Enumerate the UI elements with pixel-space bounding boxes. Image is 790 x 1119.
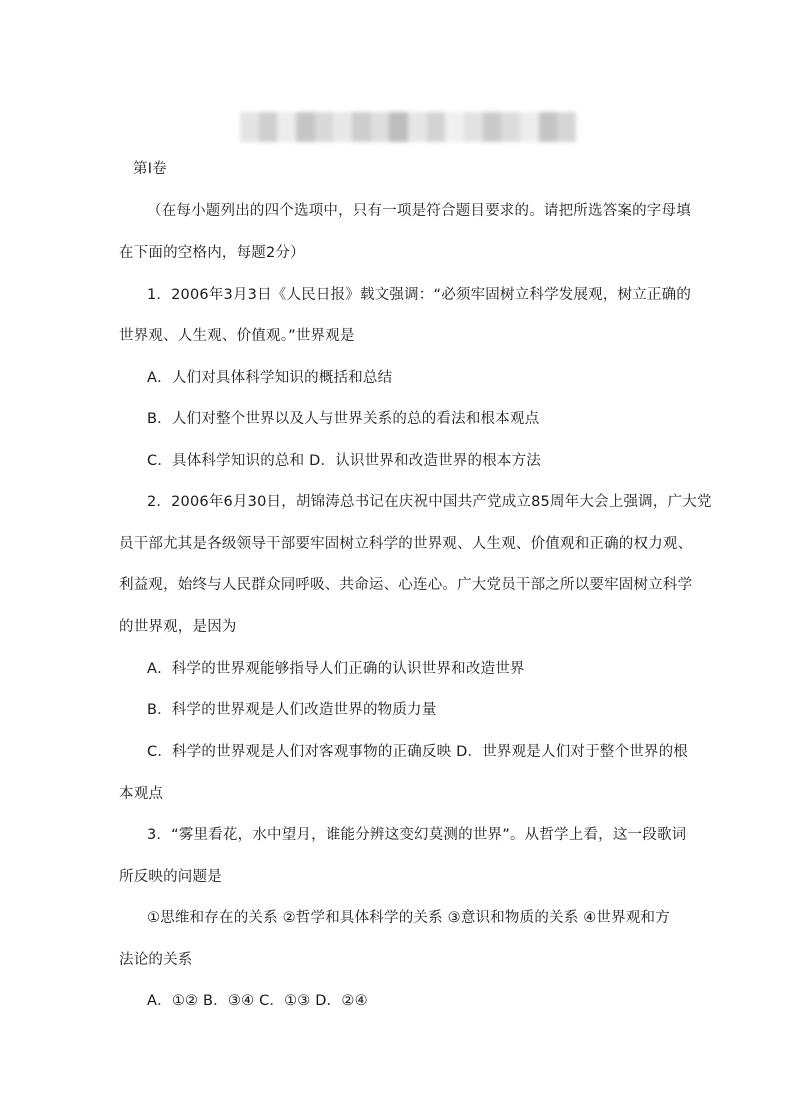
- q3-options: A．①② B．③④ C．①③ D．②④: [147, 993, 368, 1009]
- q1-stem-line-1: 1．2006年3月3日《人民日报》载文强调：“必须牢固树立科学发展观，树立正确的: [147, 287, 692, 303]
- q2-stem-line-2: 员干部尤其是各级领导干部要牢固树立科学的世界观、人生观、价值观和正确的权力观、: [119, 536, 693, 552]
- q3-statements-line-2: 法论的关系: [119, 952, 193, 968]
- instructions-line-2: 在下面的空格内，每题2分）: [119, 245, 305, 261]
- q2-option-b: B．科学的世界观是人们改造世界的物质力量: [147, 702, 437, 718]
- q1-option-a: A．人们对具体科学知识的概括和总结: [147, 370, 393, 386]
- q3-stem-line-1: 3．“雾里看花，水中望月，谁能分辨这变幻莫测的世界”。从哲学上看，这一段歌词: [147, 827, 687, 843]
- q2-stem-line-4: 的世界观，是因为: [119, 619, 237, 635]
- q2-option-a: A．科学的世界观能够指导人们正确的认识世界和改造世界: [147, 661, 525, 677]
- redacted-title: [240, 112, 576, 142]
- q2-option-cd: C．科学的世界观是人们对客观事物的正确反映 D．世界观是人们对于整个世界的根: [147, 744, 688, 760]
- q2-stem-line-1: 2．2006年6月30日，胡锦涛总书记在庆祝中国共产党成立85周年大会上强调，广大党: [147, 494, 712, 510]
- q3-statements-line-1: ①思维和存在的关系 ②哲学和具体科学的关系 ③意识和物质的关系 ④世界观和方: [147, 910, 670, 926]
- instructions-line-1: （在每小题列出的四个选项中，只有一项是符合题目要求的。请把所选答案的字母填: [147, 203, 691, 219]
- q1-option-cd: C．具体科学知识的总和 D．认识世界和改造世界的根本方法: [147, 453, 541, 469]
- section-heading: 第Ⅰ卷: [133, 161, 167, 177]
- q1-option-b: B．人们对整个世界以及人与世界关系的总的看法和根本观点: [147, 411, 540, 427]
- q3-stem-line-2: 所反映的问题是: [119, 869, 222, 885]
- q1-stem-line-2: 世界观、人生观、价值观。”世界观是: [119, 328, 355, 344]
- q2-option-cd-cont: 本观点: [119, 786, 164, 802]
- q2-stem-line-3: 利益观，始终与人民群众同呼吸、共命运、心连心。广大党员干部之所以要牢固树立科学: [119, 577, 693, 593]
